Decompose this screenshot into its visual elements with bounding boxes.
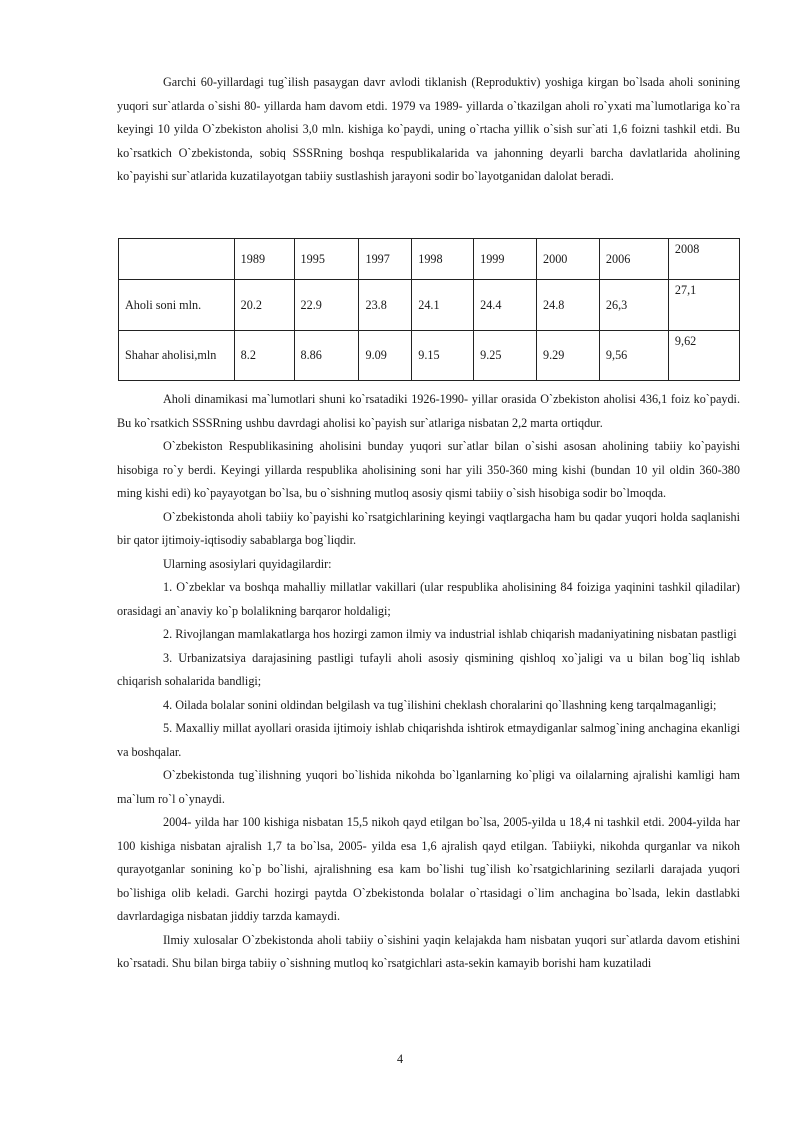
table-cell: 9.09 [359, 331, 412, 381]
list-item: 5. Maxalliy millat ayollari orasida ijtimoiy ishlab chiqarishda ishtirok etmaydiganlar salmog`ining anchagina ekanligi va boshqalar. [117, 721, 740, 759]
table-cell: 26,3 [599, 280, 668, 331]
table-cell: 8.2 [234, 331, 294, 381]
row-label: Shahar aholisi,mln [119, 331, 235, 381]
table-cell: 9,62 [668, 331, 739, 381]
body-text [117, 388, 740, 976]
table-cell: 24.1 [412, 280, 474, 331]
paragraph: O`zbekiston Respublikasining aholisini bunday yuqori sur`atlar bilan o`sishi asosan aholining tabiiy ko`payishi hisobiga ro`y berdi. Keyingi yillarda respublika aholisining soni har yili 350-360 ming kishi (bundan 10 yil oldin 360-380 ming kishi edi) ko`payayotgan bo`lsa, bu o`sishning mutloq asosiy qismi tabiiy o`sish hisobiga sodir bo`lmoqda. [117, 439, 740, 500]
population-table [118, 238, 740, 381]
paragraph: 2004- yilda har 100 kishiga nisbatan 15,5 nikoh qayd etilgan bo`lsa, 2005-yilda u 18,4 ni tashkil etdi. 2004-yilda har 100 kishiga nisbatan ajralish 1,7 ta bo`lsa, 2005- yilda esa 1,6 ajralish qayd etilgan. Tabiiyki, nikohda qurganlar va nikoh qurayotganlar sonining ko`p bo`lishi, ajralishning esa kam bo`lishi tug`ilish ko`rsatgichlarining sezilarli darajada yuqori bo`lishiga olib keladi. Garchi hozirgi paytda O`zbekistonda bolalar o`rtasidagi o`lim anchagina bo`lsada, lekin dastlabki davrlardagiga nisbatan jiddiy tarzda kamaydi. [117, 815, 740, 923]
paragraph: O`zbekistonda tug`ilishning yuqori bo`lishida nikohda bo`lganlarning ko`pligi va oilalarning ajralishi kamligi ham ma`lum ro`l o`ynaydi. [117, 768, 740, 806]
intro-paragraph: Garchi 60-yillardagi tug`ilish pasaygan davr avlodi tiklanish (Reproduktiv) yoshiga kirgan bo`lsada aholi sonining yuqori sur`atlarda o`sishi 80- yillarda ham davom etdi. 1979 va 1989- yillarda o`tkazilgan aholi ro`yxati ma`lumotlariga ko`ra keyingi 10 yilda O`zbekiston aholisi 3,0 mln. kishiga ko`paydi, uning o`rtacha yillik o`sish sur`ati 1,6 foizni tashkil etdi. Bu ko`rsatkich O`zbekistonda, sobiq SSSRning boshqa respublikalarida va jahonning deyarli barcha davlatlarida aholining ko`payishi sur`atlarida kuzatilayotgan tabiiy sustlashish jarayoni sodir bo`layotganidan dalolat beradi. [117, 75, 740, 183]
table-row [119, 280, 740, 331]
table-header-row [119, 239, 740, 280]
table-cell: 27,1 [668, 280, 739, 331]
table-cell: 9.15 [412, 331, 474, 381]
paragraph: Ilmiy xulosalar O`zbekistonda aholi tabiiy o`sishini yaqin kelajakda ham nisbatan yuqori sur`atlarda davom etishini ko`rsatadi. Shu bilan birga tabiiy o`sishning mutloq ko`rsatgichlari asta-sekin kamayib borishi ham kuzatiladi [117, 932, 740, 970]
year-cell: 2006 [599, 239, 668, 280]
table-cell: 23.8 [359, 280, 412, 331]
table-cell: 20.2 [234, 280, 294, 331]
year-cell: 1995 [294, 239, 359, 280]
paragraph: O`zbekistonda aholi tabiiy ko`payishi ko`rsatgichlarining keyingi vaqtlargacha ham bu qadar yuqori holda saqlanishi bir qator ijtimoiy-iqtisodiy sabablarga bog`liqdir. [117, 509, 740, 547]
year-cell: 2000 [537, 239, 600, 280]
table-row [119, 331, 740, 381]
table-cell: 9.25 [474, 331, 537, 381]
list-item: 3. Urbanizatsiya darajasining pastligi tufayli aholi asosiy qismining qishloq xo`jaligi va u bilan bog`liq ishlab chiqarish sohalarida bandligi; [117, 650, 740, 688]
table-cell: 22.9 [294, 280, 359, 331]
row-label: Aholi soni mln. [119, 280, 235, 331]
list-item: 4. Oilada bolalar sonini oldindan belgilash va tug`ilishini cheklash choralarini qo`llashning keng tarqalmaganligi; [163, 697, 717, 712]
year-cell: 1989 [234, 239, 294, 280]
table-cell: 9.29 [537, 331, 600, 381]
year-cell: 1997 [359, 239, 412, 280]
page-number: 4 [396, 1052, 404, 1066]
paragraph: Aholi dinamikasi ma`lumotlari shuni ko`rsatadiki 1926-1990- yillar orasida O`zbekiston aholisi 436,1 foiz ko`paydi. Bu ko`rsatkich SSSRning ushbu davrdagi aholisi ko`payish sur`atlariga nisbatan 2,2 marta ortiqdur. [117, 392, 740, 430]
table-cell: 24.8 [537, 280, 600, 331]
list-item: 1. O`zbeklar va boshqa mahalliy millatlar vakillari (ular respublika aholisining 84 foiziga yaqinini tashkil qiladilar) orasidagi an`anaviy ko`p bolalikning barqaror holdaligi; [117, 580, 740, 618]
table-cell: 9,56 [599, 331, 668, 381]
year-cell: 1998 [412, 239, 474, 280]
year-cell: 1999 [474, 239, 537, 280]
list-item: 2. Rivojlangan mamlakatlarga hos hozirgi zamon ilmiy va industrial ishlab chiqarish madaniyatining nisbatan pastligi [163, 627, 737, 641]
intro-text [117, 71, 740, 189]
paragraph: Ularning asosiylari quyidagilardir: [163, 556, 332, 571]
table-cell: 24.4 [474, 280, 537, 331]
table-corner-cell [119, 239, 235, 280]
year-cell: 2008 [668, 239, 739, 280]
table-cell: 8.86 [294, 331, 359, 381]
